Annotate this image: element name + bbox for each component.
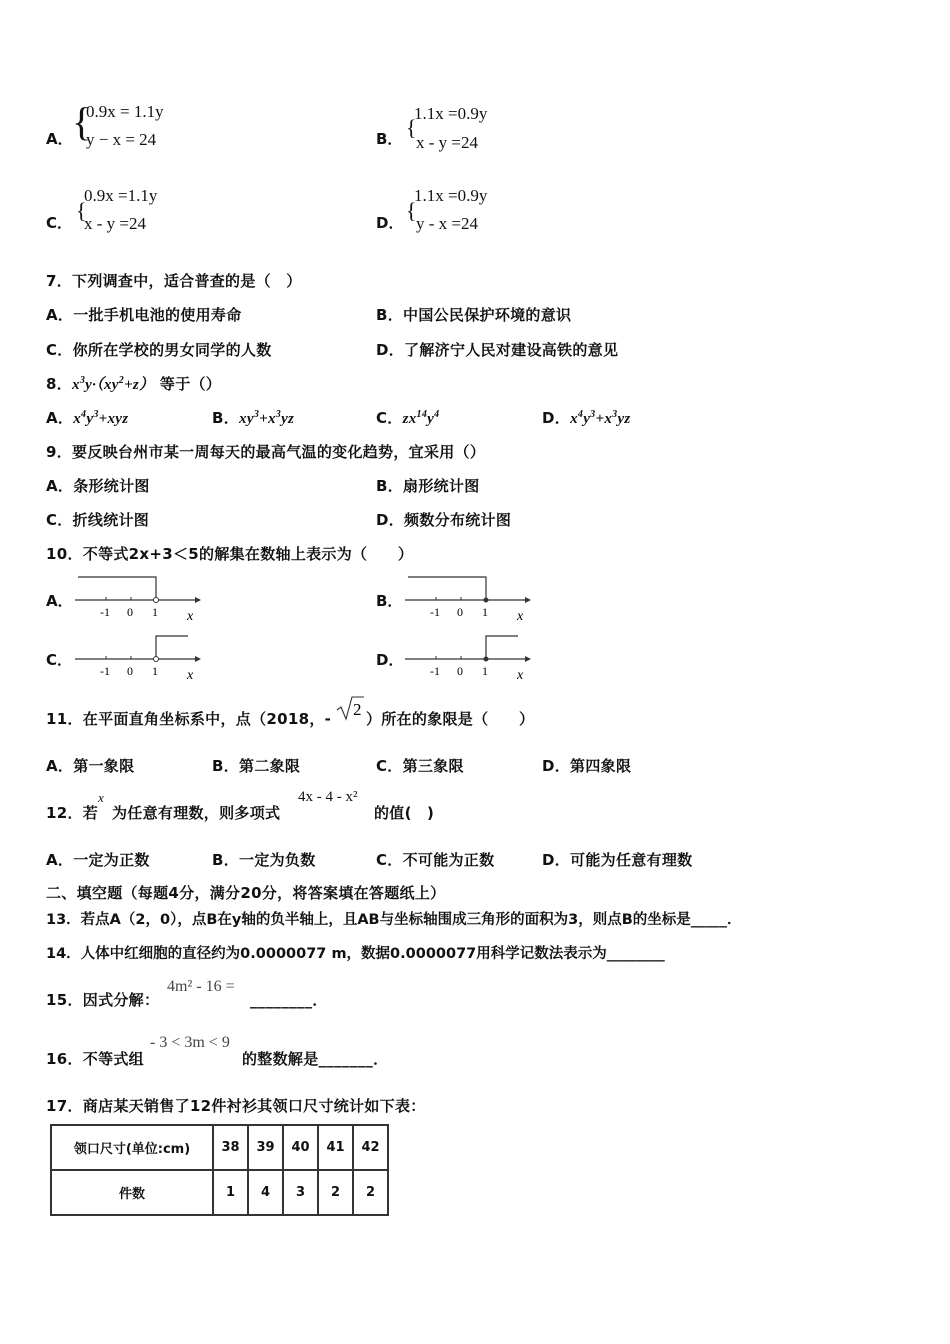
q9-stem: 9．要反映台州市某一周每天的最高气温的变化趋势，宜采用（） [46, 443, 486, 461]
q12-option-a[interactable]: A．一定为正数 [46, 851, 150, 869]
q8-option-c-label: C． [376, 409, 403, 427]
left-brace: { [72, 99, 92, 144]
q10-stem: 10．不等式2x+3＜5的解集在数轴上表示为（ ） [46, 545, 414, 563]
tick-label: 1 [482, 605, 488, 619]
table-cell: 42 [353, 1125, 388, 1170]
q11-option-a[interactable]: A．第一象限 [46, 757, 135, 775]
q9-option-c[interactable]: C．折线统计图 [46, 511, 150, 529]
section-heading: 二、填空题（每题4分，满分20分，将答案填在答题纸上） [46, 884, 446, 902]
table-cell: 41 [318, 1125, 353, 1170]
tick-label: 0 [457, 605, 463, 619]
q11-stem-end: ）所在的象限是（ ） [366, 710, 535, 728]
q6-option-a-eq1: 0.9x = 1.1y [86, 102, 164, 121]
table-header-cell: 件数 [51, 1170, 213, 1215]
q8-option-d-label: D． [542, 409, 571, 427]
q12-option-d[interactable]: D．可能为任意有理数 [542, 851, 693, 869]
q6-option-b-eq2: x - y =24 [416, 133, 478, 152]
q6-option-b-label[interactable]: B． [376, 130, 403, 148]
q15-blank[interactable]: ________． [250, 991, 328, 1009]
q7-option-a[interactable]: A．一批手机电池的使用寿命 [46, 306, 242, 324]
table-cell: 3 [283, 1170, 318, 1215]
q7-option-c[interactable]: C．你所在学校的男女同学的人数 [46, 341, 272, 359]
tick-label: -1 [430, 605, 440, 619]
table-cell: 38 [213, 1125, 248, 1170]
q6-option-a-label[interactable]: A． [46, 130, 73, 148]
q7-option-d[interactable]: D．了解济宁人民对建设高铁的意见 [376, 341, 619, 359]
table-row [51, 1170, 388, 1215]
tick-label: -1 [100, 664, 110, 678]
q12-option-b[interactable]: B．一定为负数 [212, 851, 316, 869]
table-cell: 2 [318, 1170, 353, 1215]
tick-label: 0 [127, 664, 133, 678]
q8-option-b-label: B． [212, 409, 240, 427]
tick-label: 1 [152, 664, 158, 678]
q15-stem: 15．因式分解： [46, 991, 160, 1009]
q10-option-a-numberline [70, 572, 210, 624]
table-header-cell: 领口尺寸(单位:cm) [51, 1125, 213, 1170]
left-brace: { [76, 198, 87, 223]
tick-label: -1 [430, 664, 440, 678]
q13-stem: 13．若点A（2，0），点B在y轴的负半轴上，且AB与坐标轴围成三角形的面积为3，则点B的坐标是_____． [46, 912, 742, 928]
q12-stem-mid: 为任意有理数，则多项式 [112, 804, 281, 822]
q10-option-d-label[interactable]: D． [376, 651, 404, 669]
tick-label: 0 [127, 605, 133, 619]
collar-size-table [50, 1124, 389, 1216]
q12-polynomial: 4x - 4 - x² [298, 789, 358, 805]
left-brace: { [406, 198, 417, 223]
q9-option-a[interactable]: A．条形统计图 [46, 477, 150, 495]
q6-option-d-eq1: 1.1x =0.9y [414, 186, 488, 205]
tick-label: -1 [100, 605, 110, 619]
tick-label: 1 [152, 605, 158, 619]
q8-expression: $x^3y\cdot(xy^2+z)$ [72, 375, 155, 393]
q9-option-b[interactable]: B．扇形统计图 [376, 477, 480, 495]
q6-option-c-eq1: 0.9x =1.1y [84, 186, 158, 205]
axis-label: x [517, 668, 524, 683]
axis-label: x [517, 609, 524, 624]
table-cell: 1 [213, 1170, 248, 1215]
q6-option-d-label[interactable]: D． [376, 214, 404, 232]
q8-option-a-label: A． [46, 409, 74, 427]
q11-stem-start: 11．在平面直角坐标系中，点（2018，- [46, 710, 332, 728]
q10-option-d-numberline [400, 631, 540, 683]
q16-expression: - 3 < 3m < 9 [150, 1034, 230, 1051]
q6-option-b-eq1: 1.1x =0.9y [414, 104, 488, 123]
q10-option-c-numberline [70, 631, 210, 683]
tick-label: 1 [482, 664, 488, 678]
q12-stem-start: 12．若 [46, 804, 99, 822]
sqrt-symbol [335, 694, 365, 722]
q7-option-b[interactable]: B．中国公民保护环境的意识 [376, 306, 572, 324]
q8-option-c[interactable]: C．$zx^{14}y^4$ [376, 409, 440, 427]
q9-option-d[interactable]: D．频数分布统计图 [376, 511, 512, 529]
q11-radicand: 2 [353, 700, 362, 719]
q17-stem: 17．商店某天销售了12件衬衫其领口尺寸统计如下表： [46, 1097, 426, 1115]
q8-stem-tail: 等于（） [159, 375, 222, 393]
q10-option-b-numberline [400, 572, 540, 624]
q6-option-a-eq2: y − x = 24 [86, 130, 157, 149]
q6-option-c-label[interactable]: C． [46, 214, 73, 232]
table-cell: 40 [283, 1125, 318, 1170]
q7-stem: 7．下列调查中，适合普查的是（ ） [46, 272, 302, 290]
q11-option-c[interactable]: C．第三象限 [376, 757, 464, 775]
q12-variable: x [98, 790, 104, 805]
q6-option-d-eq2: y - x =24 [416, 214, 478, 233]
table-row [51, 1125, 388, 1170]
table-cell: 4 [248, 1170, 283, 1215]
q16-stem: 16．不等式组 [46, 1050, 144, 1068]
q15-expression: 4m² - 16 = [167, 978, 235, 995]
q11-option-d[interactable]: D．第四象限 [542, 757, 632, 775]
q16-tail: 的整数解是_______． [242, 1050, 389, 1068]
axis-label: x [187, 668, 194, 683]
tick-label: 0 [457, 664, 463, 678]
q8-option-b[interactable]: B．$xy^3+x^3yz$ [212, 409, 295, 427]
axis-label: x [187, 609, 194, 624]
table-cell: 39 [248, 1125, 283, 1170]
q10-option-b-label[interactable]: B． [376, 592, 403, 610]
q14-stem: 14．人体中红细胞的直径约为0.0000077 m，数据0.0000077用科学记数法表示为________ [46, 946, 665, 962]
q8-option-d[interactable]: D．$x^4y^3+x^3yz$ [542, 409, 631, 427]
q12-stem-end: 的值( ) [374, 804, 435, 822]
q11-option-b[interactable]: B．第二象限 [212, 757, 301, 775]
q10-option-a-label[interactable]: A． [46, 592, 73, 610]
q12-option-c[interactable]: C．不可能为正数 [376, 851, 495, 869]
left-brace: { [406, 115, 417, 140]
q8-option-a[interactable]: A．$x^4y^3+xyz$ [46, 409, 129, 427]
q8-number: 8． [46, 375, 73, 393]
q6-option-c-eq2: x - y =24 [84, 214, 146, 233]
q10-option-c-label[interactable]: C． [46, 651, 73, 669]
q8-stem [46, 373, 221, 394]
table-cell: 2 [353, 1170, 388, 1215]
